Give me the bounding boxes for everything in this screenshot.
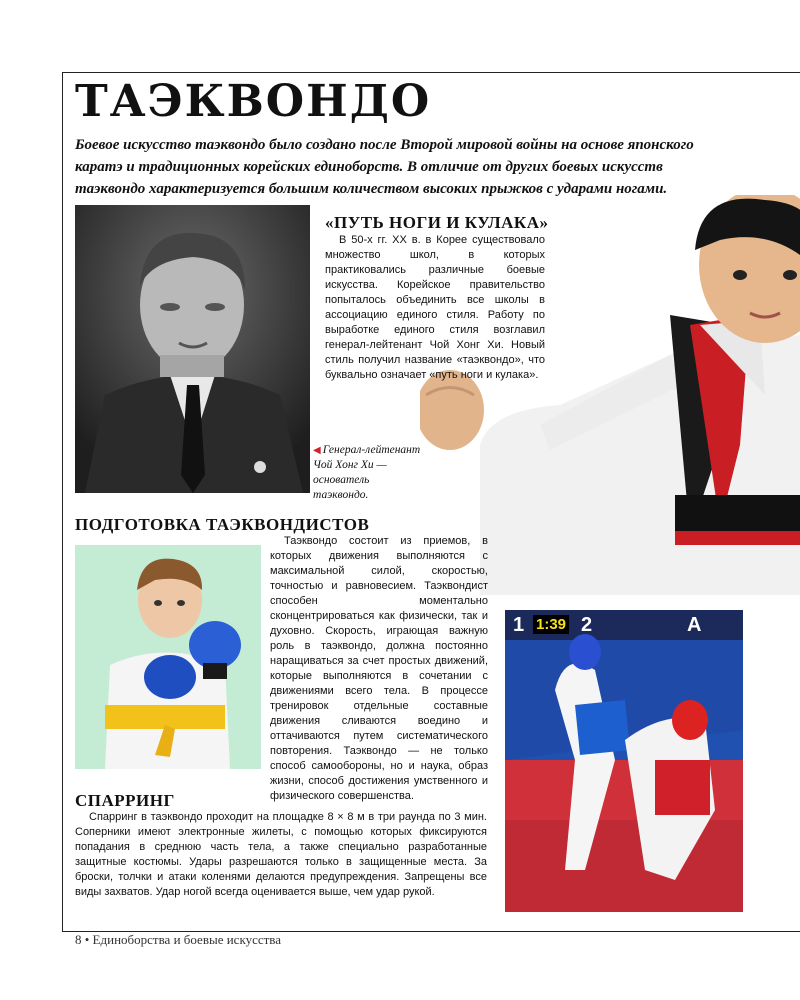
section-text-path: В 50-х гг. XX в. в Корее существовало множество школ, в которых практиковались различные боевые искусства. Корейское правительство попыталось объединить все школы в ассоциацию единого стиля. Работу по выработке единого стиля возглавил генерал-лейтенант Чой Хонг Хи. Новый стиль получил название «таэквондо», что буквально означает «путь ноги и кулака». xyxy=(325,234,545,381)
section-heading-training: ПОДГОТОВКА ТАЭКВОНДИСТОВ xyxy=(75,515,370,534)
score-right: 2 xyxy=(581,614,593,636)
scoreboard xyxy=(505,610,743,640)
portrait-caption xyxy=(313,443,423,503)
sparring-photo xyxy=(505,610,743,912)
page-footer: 8 • Единоборства и боевые искусства xyxy=(75,932,282,947)
intro-paragraph: Боевое искусство таэквондо было создано после Второй мировой войны на основе японского каратэ и традиционных корейских единоборств. В отличие от других боевых искусств таэквондо характеризуется большим количеством высоких прыжков с ударами ногами. xyxy=(75,137,694,197)
score-time: 1:39 xyxy=(533,615,569,634)
section-heading-sparring: СПАРРИНГ xyxy=(75,791,175,810)
page-title: ТАЭКВОНДО xyxy=(75,76,432,127)
portrait-photo xyxy=(75,205,310,493)
section-heading-path: «ПУТЬ НОГИ И КУЛАКА» xyxy=(325,213,549,232)
caption-text: Генерал-лейтенант Чой Хонг Хи — основатель таэквондо. xyxy=(313,444,421,501)
section-text-sparring: Спарринг в таэквондо проходит на площадке 8 × 8 м в три раунда по 3 мин. Соперники имеют электронные жилеты, с помощью которых фиксируются попадания в среднюю часть тела, а также специально разработанные защитные костюмы. Удары разрешаются только в защищенные места. За броски, толчки и атаки коленями делаются предупреждения. Запрещены все виды захватов. Удар ногой всегда оценивается выше, чем удар рукой. xyxy=(75,811,487,898)
boy-gloves-photo xyxy=(75,545,261,769)
section-text-training: Таэквондо состоит из приемов, в которых движения выполняются с максимальной силой, скоростью, точностью и равновесием. Таэквондист способен моментально сконцентрироваться как физически, так и духовно. Скорость, играющая важную роль в таэквондо, должна постоянно наращиваться за счет простых движений, которые выполняются в сочетании с движениями всего тела. В процессе тренировок отдельные составные движения сливаются воедино и оттачиваются путем систематического повторения. Таэквондо — не только способ самообороны, но и наука, образ жизни, способ достижения умственного и физического совершенства. xyxy=(270,535,488,802)
score-left: 1 xyxy=(513,614,525,636)
score-letter: A xyxy=(687,614,702,636)
caption-pointer-icon: ◀ xyxy=(313,445,321,456)
